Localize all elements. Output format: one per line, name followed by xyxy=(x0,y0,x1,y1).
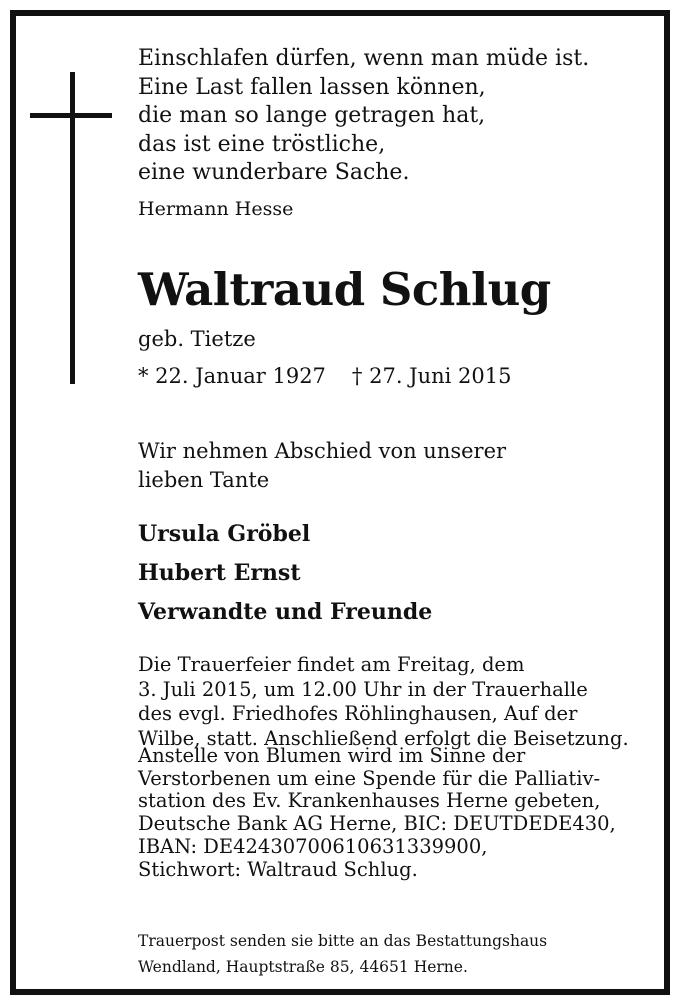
donation-line: Stichwort: Waltraud Schlug. xyxy=(138,857,418,881)
funeral-info-line: Wilbe, statt. Anschließend erfolgt die Beisetzung. xyxy=(138,726,629,750)
cross-horizontal-bar xyxy=(30,113,112,118)
donation-line: IBAN: DE42430700610631339900, xyxy=(138,834,488,858)
farewell-line: lieben Tante xyxy=(138,468,270,492)
poem-line: das ist eine tröstliche, xyxy=(138,131,386,157)
donation-info xyxy=(138,745,616,881)
condolence-line: Wendland, Hauptstraße 85, 44651 Herne. xyxy=(138,958,468,976)
poem-line: Eine Last fallen lassen können, xyxy=(138,74,486,100)
mourner-name: Verwandte und Freunde xyxy=(138,599,433,625)
cross-vertical-bar xyxy=(70,72,75,384)
donation-line: Anstelle von Blumen wird im Sinne der xyxy=(138,744,526,767)
mourners-list xyxy=(138,515,432,632)
condolence-mail-info xyxy=(138,928,547,980)
deceased-name: Waltraud Schlug xyxy=(138,263,551,316)
poem-line: die man so lange getragen hat, xyxy=(138,103,486,128)
poem-author: Hermann Hesse xyxy=(138,198,294,220)
life-dates xyxy=(138,362,511,390)
poem-line: Einschlafen dürfen, wenn man müde ist. xyxy=(138,46,590,71)
funeral-info-line: des evgl. Friedhofes Röhlinghausen, Auf der xyxy=(138,702,578,725)
funeral-info-line: Die Trauerfeier findet am Freitag, dem xyxy=(138,653,525,676)
birth-date: * 22. Januar 1927 xyxy=(138,364,326,388)
funeral-info xyxy=(138,653,629,751)
donation-line: Verstorbenen um eine Spende für die Palliativ- xyxy=(138,766,601,790)
donation-line: station des Ev. Krankenhauses Herne gebeten, xyxy=(138,789,601,813)
mourner-name: Hubert Ernst xyxy=(138,560,301,586)
death-date: † 27. Juni 2015 xyxy=(351,364,512,388)
funeral-info-line: 3. Juli 2015, um 12.00 Uhr in der Trauerhalle xyxy=(138,677,588,701)
farewell-line: Wir nehmen Abschied von unserer xyxy=(138,439,507,463)
poem-line: eine wunderbare Sache. xyxy=(138,160,410,185)
donation-line: Deutsche Bank AG Herne, BIC: DEUTDEDE430, xyxy=(138,812,616,836)
mourner-name: Ursula Gröbel xyxy=(138,521,311,547)
birth-name: geb. Tietze xyxy=(138,327,256,351)
condolence-line: Trauerpost senden sie bitte an das Bestattungshaus xyxy=(138,932,548,950)
poem-quote xyxy=(138,45,589,188)
farewell-text xyxy=(138,437,506,495)
